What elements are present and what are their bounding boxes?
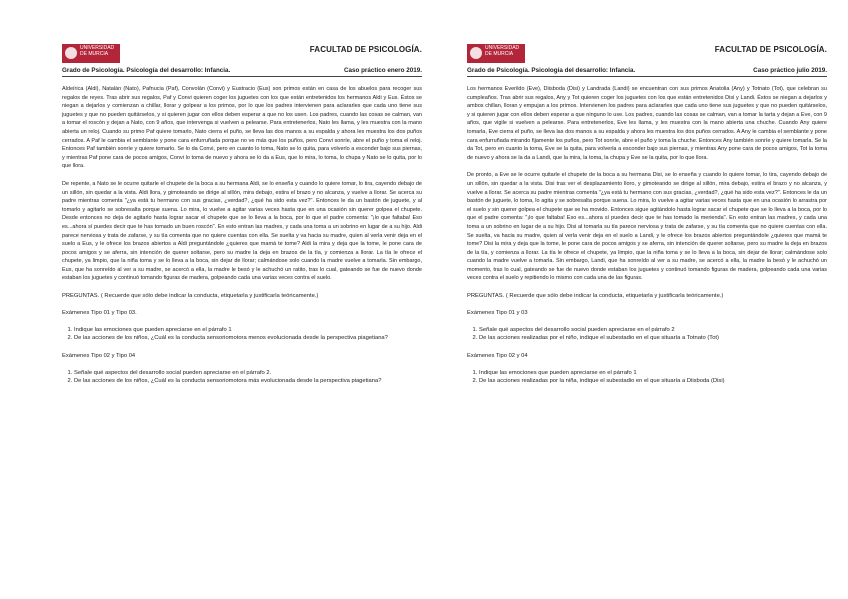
- question-item: 2. De las acciones realizadas por la niña, indique el subestadio en el que situaría a Diisboda (Disi): [479, 377, 827, 385]
- course-name: Grado de Psicología. Psicología del desarrollo: Infancia.: [467, 67, 636, 74]
- university-logo: [62, 44, 120, 63]
- exam-group-label: Exámenes Tipo 01 y 03: [467, 309, 528, 316]
- exam-group-label: Exámenes Tipo 02 y 04: [467, 352, 528, 359]
- question-item: 2. De las acciones de los niños, ¿Cuál es la conducta sensoriomotora menos evolucionada desde la perspectiva piagetiana?: [74, 334, 422, 342]
- course-header: [62, 67, 422, 77]
- question-item: 2. De las acciones de los niños, ¿Cuál es la conducta sensoriomotora más evolucionada desde la perspectiva piagetiana?: [74, 377, 422, 385]
- paragraph-2: De pronto, a Eve se le ocurre quitarle el chupete de la boca a su hermana Disi, se lo enseña y cuando lo quiere tomar, lo tira, cayendo debajo de un sillón, sin quedar a la vista. Disi tras ver el desplazamiento lloro, y gimoteando se dirige al sillón, mira debajo, estira el brazo y no alcanza, y vuelve a llorar. Se acerca su padre mientras comenta "¿ya está tu hermano con sus gracias, ¿verdad?, ¿qué ha sido esta vez?". Entonces le da un bastón de juguete, lo toma, lo agita y se sobresalta porque suena. Lo mira, lo vuelve a agitar varias veces hasta que en una ocasión lo arrastra por el suelo y sin querer golpea el chupete que se ha movido. Entonces sigue agitándolo hasta lograr sacar el chupete que se lo lleva a la boca, por lo que el padre comenta: "¡lo que faltaba! Eso es...ahora sí puedes decir que te has tomado la merienda". En esto entran las madres, y cada una toma a un sobrino en lugar de a su hijo. Disi al tomarla su tía parece nerviosa y trata de zafarse, y su tía comenta que no quiere cuentas con ella. Se suelta, va hacia su madre, quien al verla venir deja en el suelo a Landi, y le ofrece los brazos abiertos preguntándole ¿quieres que mamá te tome? Disi la mira y deja que la tome, le pone cara de pocos amigos y se aferra, sin intención de querer soltarse, pero su madre la deja en brazos de la tía, y comienza a llorar. La tía le ofrece el chupete, ya limpio, que la niña toma y se lo lleva a la boca, sin dejar de llorar; calmándose solo cuando la madre vuelve a tomarla. Sin embargo, Landi, que ha sonreído al ver a su madre, se acercó a ella, la madre la besó y le achuchó un momento, tras lo cual, gateando se fue de nuevo donde estaban los juguetes y continuó tomando figuras de madera, golpeando cada una varias veces contra el suelo y repitiendo lo mismo con cada una de las figuras.: [467, 172, 827, 282]
- faculty-title: FACULTAD DE PSICOLOGÍA.: [714, 45, 827, 54]
- case-title: Caso práctico julio 2019.: [753, 67, 827, 74]
- faculty-title: FACULTAD DE PSICOLOGÍA.: [309, 45, 422, 54]
- course-name: Grado de Psicología. Psicología del desarrollo: Infancia.: [62, 67, 231, 74]
- paragraph-1: Aldeírica (Aldi), Natalán (Nato), Pafnucia (Paf), Convolán (Convi) y Eustracio (Eus) son primos están en casa de los abuelos para recoger sus regalos de reyes. Tras abrir sus regalos, Paf y Convi quieren coger los juguetes con los que están entretenidos los hermanos Aldi y Eus. Éstos se niegan a dejarlos y comienzan a chillar, llorar y golpear a los primos, por lo que los padres intervienen para aclararles que cada uno tiene sus juguetes y que no pueden quitárselos, y si quieren jugar con ellos deben esperar a que no los usen. Los padres, cuando las cosas se calman, van a tomar el roscón y dejan a Nato, con 9 años, que intervenga si vuelven a pelearse. Para entretenerlos, Nato les llama, y les muestra con la mano abierta un reloj. Cuando su primo Paf quiere tomarlo, Nato cierra el puño, se lleva las dos manos a su espalda y ahora les muestra los dos puños cerrados. A Paf le cambia el semblante y pone cara enfurruñada porque no ve más que los puños, pero Convi sonríe, abre el puño y toma el reloj. Entonces Paf también sonríe y quiere tomarlo. Se lo da Convi, pero en cuanto lo toma, Nato se lo quita, para volverlo a esconder bajo sus piernas, y mientras Paf pone cara de pocos amigos, Convi lo toma de nuevo y ahora se lo da a Eus, que lo mira, lo toma, lo chupa y Nato se lo quita, por lo que llora.: [62, 86, 422, 170]
- exam-group-label: Exámenes Tipo 02 y Tipo 04: [62, 352, 136, 359]
- questions-title: PREGUNTAS. ( Recuerde que sólo debe indicar la conducta, etiquetarla y justificarla teóricamente.): [62, 293, 319, 300]
- case-title: Caso práctico enero 2019.: [343, 67, 422, 74]
- exam-group-label: Exámenes Tipo 01 y Tipo 03.: [62, 309, 137, 316]
- paragraph-1: Los hermanos Everildo (Eve), Diisboda (Disi) y Landrada (Landi) se encuentran con sus primos Anatolia (Any) y Totnato (Tot), que celebran su cumpleaños. Tras abrir sus regalos, Any y Tot quieren coger los juguetes con los que están entretenidos Disi y Landi. Éstos se niegan a dejarlos y ambos chillan, lloran y empujan a los primos. Intervienen los padres para aclararles que cada uno tiene sus juguetes y que no pueden quitárselos, y si quieren jugar con ellos deben esperar a que ninguno lo use. Los padres, cuando las cosas se calman, van a tomar la tarta y dejan a Eve, con 9 años, que vigile si vuelven a pelearse. Para entretenerlos, Eve les llama, y les muestra con la mano abierta una chuche. Cuando Any quiere tomarla, Eve cierra el puño, se lleva las dos manos a su espalda y ahora les muestra los dos puños cerrados. A Any le cambia el semblante y pone cara enfurruñada mirando fijamente los puños, pero Tot sonríe, abre el puño y toma la chuche. Entonces Any también sonríe y quiere tomarla. Se la da Tot, pero en cuanto la toma, Eve se la quita, para volverla a esconder bajo sus piernas, y mientras Any pone cara de pocos amigos, Tot la toma de nuevo y ahora se la da a Landi, que la mira, la toma, la chupa y Eve se la quita, por lo que llora.: [467, 86, 827, 161]
- question-list: [467, 326, 827, 342]
- paragraph-2: De repente, a Nato se le ocurre quitarle el chupete de la boca a su hermana Aldi, se lo enseña y cuando lo quiere tomar, lo tira, cayendo debajo de un sillón, sin quedar a la vista. Aldi llora, y gimoteando se dirige al sillón, mira debajo, estira el brazo y no alcanza, y vuelve a llorar. Se acerca su padre mientras comenta "¿ya está tu hermano con sus gracias, ¿verdad?, ¿qué ha sido esta vez?". Entonces le da un bastón de juguete, y al tomarlo y agitarlo se sobresalta porque suena. Lo mira, lo vuelve a agitar varias veces hasta que en una ocasión sin querer golpea el chupete. Desde entonces no deja de agitarlo hasta lograr sacar el chupete que se lo lleva a la boca, por lo que el padre comenta: "¡lo que faltaba! Eso es...ahora sí puedes decir que te has tomado un buen roscón". En esto entran las madres, y cada una toma a un sobrino en lugar de a su hijo. Aldi parece nerviosa y trata de zafarse, y su tía comenta que no quiere cuentas con ella. Se suelta y va hacia su madre, quien al verla venir deja en el suelo a Eus, y le ofrece los brazos abiertos a Aldi preguntándole ¿quieres que mamá te tome? Aldi la mira y deja que la tome, le pone cara de pocos amigos y se aferra, sin intención de querer soltarse, pero su madre la deja en brazos de la tía, y comienza a llorar. La tía le ofrece el chupete, ya limpio, que la niña toma y se lo lleva a la boca, sin dejar de llorar; calmándose solo cuando la madre vuelve a tomarla. Sin embargo, Eus, que ha sonreído al ver a su madre, se acercó a ella, la madre le besó y le achuchó un ratito, tras lo cual, gateando se fue de nuevo donde estaban los juguetes y continuó tomando figuras de madera, golpeando cada una varias veces contra el suelo.: [62, 180, 422, 282]
- logo-text: UNIVERSIDAD DE MURCIA: [80, 45, 115, 57]
- seal-icon: [65, 47, 77, 59]
- question-item: 1. Señale qué aspectos del desarrollo social pueden apreciarse en el párrafo 2: [479, 326, 827, 334]
- question-list: [62, 326, 422, 342]
- question-item: 1. Señale qué aspectos del desarrollo social pueden apreciarse en el párrafo 2.: [74, 369, 422, 377]
- question-list: [62, 369, 422, 385]
- seal-icon: [470, 47, 482, 59]
- question-item: 2. De las acciones realizadas por el niño, indique el subestadio en el que situaría a Totnato (Tot): [479, 334, 827, 342]
- question-list: [467, 369, 827, 385]
- case-body: [62, 85, 422, 395]
- page-left: [62, 0, 422, 599]
- page-right: [467, 0, 827, 599]
- case-body: [467, 85, 827, 395]
- logo-text: UNIVERSIDAD DE MURCIA: [485, 45, 520, 57]
- questions-title: PREGUNTAS. ( Recuerde que sólo debe indicar la conducta, etiquetarla y justificarla teóricamente.): [467, 293, 724, 300]
- course-header: [467, 67, 827, 77]
- university-logo: [467, 44, 525, 63]
- question-item: 1. Indique las emociones que pueden apreciarse en el párrafo 1: [479, 369, 827, 377]
- question-item: 1. Indique las emociones que pueden apreciarse en el párrafo 1: [74, 326, 422, 334]
